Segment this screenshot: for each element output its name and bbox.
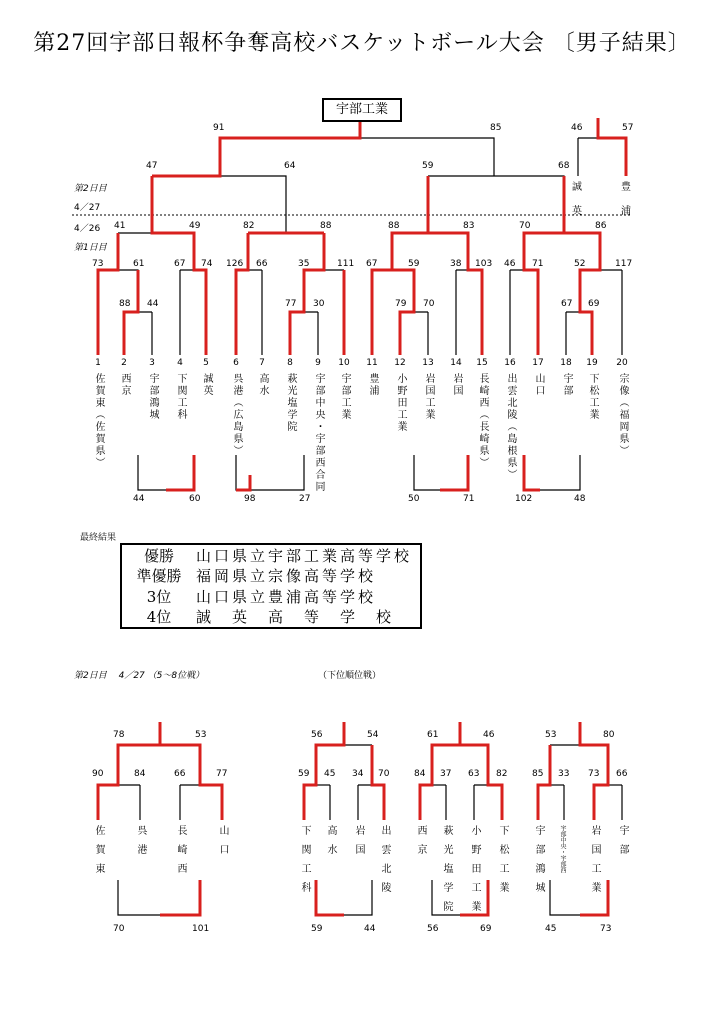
score: 41 xyxy=(114,221,126,231)
score: 66 xyxy=(256,259,268,269)
team-name: 宇部鴻城 xyxy=(533,825,544,901)
final-rank: 準優勝 xyxy=(136,567,182,586)
score: 61 xyxy=(133,259,145,269)
team-name: 西京 xyxy=(119,373,130,397)
team-number: 20 xyxy=(616,358,628,368)
team-name: 宇部中央・宇部西 xyxy=(559,825,566,873)
semi-team: 英 xyxy=(572,206,582,217)
score: 54 xyxy=(367,730,379,740)
final-row xyxy=(122,607,420,628)
team-number: 10 xyxy=(338,358,350,368)
score: 59 xyxy=(408,259,420,269)
team-name: 岩国 xyxy=(451,373,462,397)
score: 73 xyxy=(600,924,612,934)
team-name: 小野田工業 xyxy=(395,373,406,433)
team-name: 小野田工業 xyxy=(469,825,480,920)
label-day1: 第1日目 xyxy=(74,243,107,253)
score: 84 xyxy=(134,769,146,779)
team-name: 岩国工業 xyxy=(589,825,600,901)
score: 85 xyxy=(532,769,544,779)
team-name: 岩国 xyxy=(353,825,364,863)
score: 45 xyxy=(545,924,557,934)
champion-box: 宇部工業 xyxy=(322,98,402,122)
final-row xyxy=(122,545,420,566)
team-number: 13 xyxy=(422,358,434,368)
score: 56 xyxy=(311,730,323,740)
team-name: 呉港（広島県） xyxy=(231,373,242,457)
score: 33 xyxy=(558,769,570,779)
score: 60 xyxy=(189,494,201,504)
score: 63 xyxy=(468,769,480,779)
label-date-4-27: 4／27 xyxy=(74,203,101,213)
team-name: 高水 xyxy=(257,373,268,397)
team-number: 3 xyxy=(149,358,155,368)
score: 74 xyxy=(201,259,213,269)
team-name: 岩国工業 xyxy=(423,373,434,421)
team-number: 1 xyxy=(95,358,101,368)
score: 73 xyxy=(92,259,104,269)
team-name: 宇部鴻城 xyxy=(147,373,158,421)
final-results-table xyxy=(120,543,422,629)
score: 67 xyxy=(174,259,186,269)
semi-team: 誠 xyxy=(572,182,582,193)
team-name: 宇部 xyxy=(617,825,628,863)
score: 88 xyxy=(320,221,332,231)
score: 103 xyxy=(475,259,493,269)
score: 77 xyxy=(216,769,228,779)
final-results-label: 最終結果 xyxy=(80,533,117,543)
team-name: 萩光塩学院 xyxy=(285,373,296,433)
team-number: 6 xyxy=(233,358,239,368)
score: 49 xyxy=(189,221,201,231)
team-number: 12 xyxy=(394,358,406,368)
team-name: 下松工業 xyxy=(587,373,598,421)
score: 67 xyxy=(561,299,573,309)
score: 35 xyxy=(298,259,310,269)
team-name: 宇部中央・宇部西合同 xyxy=(313,373,324,493)
team-number: 8 xyxy=(287,358,293,368)
score: 68 xyxy=(558,161,570,171)
team-number: 16 xyxy=(504,358,516,368)
score: 83 xyxy=(463,221,475,231)
score: 27 xyxy=(299,494,311,504)
score: 56 xyxy=(427,924,439,934)
score: 46 xyxy=(483,730,495,740)
team-number: 9 xyxy=(315,358,321,368)
score: 69 xyxy=(588,299,600,309)
team-name: 下関工科 xyxy=(175,373,186,421)
team-name: 下関工科 xyxy=(299,825,310,901)
score: 53 xyxy=(195,730,207,740)
semi-team: 浦 xyxy=(621,206,631,217)
final-rank: 3位 xyxy=(146,587,172,606)
score: 53 xyxy=(545,730,557,740)
team-number: 5 xyxy=(203,358,209,368)
score: 84 xyxy=(414,769,426,779)
team-number: 7 xyxy=(259,358,265,368)
score: 79 xyxy=(395,299,407,309)
team-name: 下松工業 xyxy=(497,825,508,901)
score: 69 xyxy=(480,924,492,934)
score: 44 xyxy=(364,924,376,934)
score: 90 xyxy=(92,769,104,779)
team-name: 西京 xyxy=(415,825,426,863)
score: 52 xyxy=(574,259,586,269)
score: 59 xyxy=(298,769,310,779)
label-day2-bottom: 第2日目 4／27 （5～8位戦） xyxy=(74,671,205,681)
final-school: 山口県立宇部工業高等学校 xyxy=(196,546,413,565)
final-school: 誠 英 高 等 学 校 xyxy=(196,608,395,627)
score: 50 xyxy=(408,494,420,504)
score: 44 xyxy=(133,494,145,504)
score: 45 xyxy=(324,769,336,779)
team-number: 17 xyxy=(532,358,544,368)
score: 37 xyxy=(440,769,452,779)
team-number: 2 xyxy=(121,358,127,368)
team-name: 宇部 xyxy=(561,373,572,397)
score: 117 xyxy=(615,259,633,269)
bottom-red-lines xyxy=(98,722,608,915)
team-name: 萩光塩学院 xyxy=(441,825,452,920)
score: 70 xyxy=(519,221,531,231)
score: 70 xyxy=(378,769,390,779)
score: 98 xyxy=(244,494,256,504)
score: 59 xyxy=(422,161,434,171)
team-name: 山口 xyxy=(217,825,228,863)
score: 85 xyxy=(490,123,502,133)
score: 78 xyxy=(113,730,125,740)
page-title: 第27回宇部日報杯争奪高校バスケットボール大会 〔男子結果〕 xyxy=(33,31,691,56)
team-name: 高水 xyxy=(325,825,336,863)
score: 101 xyxy=(192,924,210,934)
score: 61 xyxy=(427,730,439,740)
score: 66 xyxy=(616,769,628,779)
score: 48 xyxy=(574,494,586,504)
final-rank: 4位 xyxy=(146,608,172,627)
score: 102 xyxy=(515,494,533,504)
team-name: 山口 xyxy=(533,373,544,397)
score: 126 xyxy=(226,259,244,269)
score: 44 xyxy=(147,299,159,309)
final-row xyxy=(122,586,420,607)
team-name: 長崎西（長崎県） xyxy=(477,373,488,469)
score: 86 xyxy=(595,221,607,231)
team-number: 11 xyxy=(366,358,378,368)
score: 38 xyxy=(450,259,462,269)
semi-team: 豊 xyxy=(621,182,631,193)
score: 59 xyxy=(311,924,323,934)
team-number: 19 xyxy=(586,358,598,368)
score: 88 xyxy=(388,221,400,231)
final-school: 山口県立豊浦高等学校 xyxy=(196,587,377,606)
score: 64 xyxy=(284,161,296,171)
score: 66 xyxy=(174,769,186,779)
team-name: 豊浦 xyxy=(367,373,378,397)
team-number: 4 xyxy=(177,358,183,368)
score: 47 xyxy=(146,161,158,171)
score: 71 xyxy=(532,259,544,269)
score: 71 xyxy=(463,494,475,504)
score: 73 xyxy=(588,769,600,779)
label-day2: 第2日目 xyxy=(74,184,107,194)
score: 77 xyxy=(285,299,297,309)
score: 88 xyxy=(119,299,131,309)
team-name: 誠英 xyxy=(201,373,212,397)
score: 30 xyxy=(313,299,325,309)
team-number: 14 xyxy=(450,358,462,368)
label-lower-rank: （下位順位戦） xyxy=(318,671,382,681)
team-name: 出雲北陵（島根県） xyxy=(505,373,516,481)
score: 70 xyxy=(423,299,435,309)
score: 70 xyxy=(113,924,125,934)
team-name: 佐賀東 xyxy=(93,825,104,882)
bracket-red-lines xyxy=(98,118,626,490)
label-date-4-26: 4／26 xyxy=(74,224,101,234)
score: 67 xyxy=(366,259,378,269)
team-name: 宗像（福岡県） xyxy=(617,373,628,457)
score: 91 xyxy=(213,123,225,133)
team-name: 佐賀東（佐賀県） xyxy=(93,373,104,469)
score: 46 xyxy=(504,259,516,269)
team-number: 15 xyxy=(476,358,488,368)
score: 57 xyxy=(622,123,634,133)
final-row xyxy=(122,566,420,587)
score: 82 xyxy=(243,221,255,231)
team-number: 18 xyxy=(560,358,572,368)
team-name: 出雲北陵 xyxy=(379,825,390,901)
score: 82 xyxy=(496,769,508,779)
team-name: 呉港 xyxy=(135,825,146,863)
score: 34 xyxy=(352,769,364,779)
final-rank: 優勝 xyxy=(143,546,174,565)
score: 80 xyxy=(603,730,615,740)
score: 111 xyxy=(337,259,355,269)
final-school: 福岡県立宗像高等学校 xyxy=(196,567,377,586)
team-name: 長崎西 xyxy=(175,825,186,882)
score: 46 xyxy=(571,123,583,133)
team-name: 宇部工業 xyxy=(339,373,350,421)
